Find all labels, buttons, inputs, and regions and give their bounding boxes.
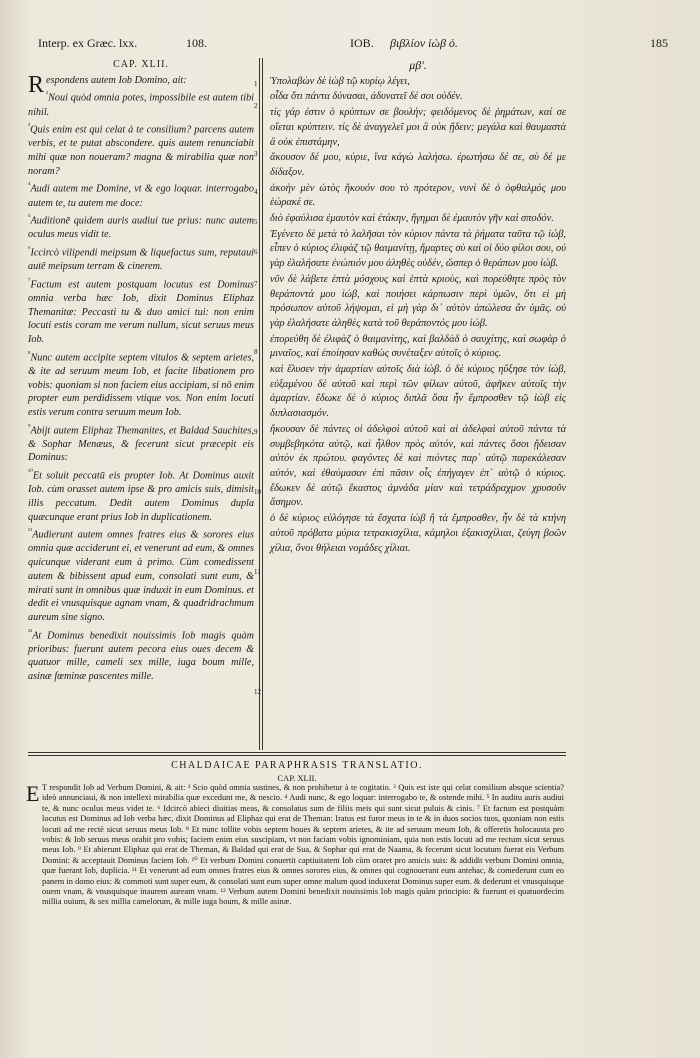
verse-text: At Dominus benedixit nouissimis Iob magis quàm prioribus: fuerunt autem pecora eius oues decem & quatuor mille, cameli sex mille, iuga boum mille, asinæ fœminæ pascentes mille.: [28, 630, 254, 683]
latin-verse: $^{^{12}}$At Dominus benedixit nouissimis Iob magis quàm prioribus: fuerunt autem pecora eius oues decem & quatuor mille, cameli sex mille, iuga boum mille, asinæ fœminæ pascentes mille.: [28, 627, 254, 683]
gutter-number: 8: [254, 348, 258, 356]
latin-verse: $^{^2}$Noui quòd omnia potes, impossibile est autem tibi nihil.: [28, 90, 254, 118]
greek-verse: ἄκουσον δέ μου, κύριε, ἵνα κἀγὼ λαλήσω. ἐρωτήσω δέ σε, σὺ δέ με δίδαξον.: [270, 152, 566, 178]
latin-verse: $^{^5}$Auditionē quidem auris audiui tue prius: nunc autem oculus meus vidit te.: [28, 213, 254, 241]
latin-verse: $^{^{10}}$Et soluit peccatū eis propter Iob. At Dominus auxit Iob. cùm orasset autem ipse & pro amicis suis, dimisit illis peccatum. Dedit autem Dominus dupla quæcunque erant prius Iob in duplicationem.: [28, 468, 254, 523]
chaldaic-chapter-heading: CAP. XLII.: [277, 773, 317, 783]
latin-verse: $^{^{11}}$Audierunt autem omnes fratres eius & sorores eius omnia quæ acciderunt ei, et venerunt ad eum, & omnes quicunque viderant eum à primo. Cùm comedissent autem & bibissent apud eum, consolati sunt eum, & mirati sunt in omnibus quæ induxit in eum Dominus. et dedit ei vnusquisque agnam vnam, & quadridrachmum aureum sine signo.: [28, 527, 254, 623]
verse-text: Et soluit peccatū eis propter Iob. At Dominus auxit Iob. cùm orasset autem ipse & pro amicis suis, dimisit illis peccatum. Dedit autem Dominus dupla quæcunque erant prius Iob in duplicationem.: [28, 470, 254, 523]
greek-verse: ἀκοὴν μὲν ὠτὸς ἤκουόν σου τὸ πρότερον, νυνὶ δὲ ὁ ὀφθαλμός μου ἑώρακέ σε.: [270, 182, 566, 209]
running-head-greek: βιβλίον ἰὼβ ὀ.: [390, 36, 458, 50]
running-head: [38, 36, 668, 54]
gutter-number: 1: [254, 80, 258, 88]
chaldaic-drop-initial: E: [26, 781, 40, 806]
gutter-number: 5: [254, 218, 258, 226]
latin-verse: $^{^4}$Audi autem me Domine, vt & ego loquar. interrogabo autem te, tu autem me doce:: [28, 181, 254, 209]
folio-number: 185: [650, 36, 668, 50]
running-head-number-right: IOB.: [350, 36, 374, 50]
greek-column: [270, 58, 566, 557]
section-rule: [28, 752, 566, 753]
verse-text: Auditionē quidem auris audiui tue prius: nunc autem oculus meus vidit te.: [28, 215, 254, 241]
latin-verse: $^{^8}$Nunc autem accipite septem vitulos & septem arietes, & ite ad seruum meum Iob, et facite libationem pro vobis: quoniam si non faciem eius accipiam, si nō enim propter eum perdidissem vtique vos. Non enim locuti estis verum contra seruum meum Iob.: [28, 349, 254, 418]
verse-text: Nunc autem accipite septem vitulos & septem arietes, & ite ad seruum meum Iob, et facite libationem pro vobis: quoniam si non faciem eius accipiam, si nō enim propter eum perdidissem vtique vos. Non enim locuti estis verum contra seruum meum Iob.: [28, 352, 254, 418]
verse-text: Iccircò vilipendi meipsum & liquefactus sum, reputaui autē meipsum terram & cinerem.: [28, 247, 254, 273]
drop-initial: R: [28, 71, 45, 98]
greek-verse: τίς γάρ ἐστιν ὁ κρύπτων σε βουλήν; φειδόμενος δὲ ῥημάτων, καί σε οἴεται κρύπτειν. τίς δὲ ἀναγγελεῖ μοι ἃ οὐκ ᾔδειν; μεγάλα καὶ θαυμαστὰ ἃ οὐκ ἐπιστάμην,: [270, 107, 566, 148]
latin-verse: $^{^6}$Iccircò vilipendi meipsum & liquefactus sum, reputaui autē meipsum terram & cinerem.: [28, 245, 254, 273]
verse-text: espondens autem Iob Domino, ait:: [46, 74, 187, 86]
greek-verse: Ἐγένετο δὲ μετὰ τὸ λαλῆσαι τὸν κύριον πάντα τὰ ῥήματα ταῦτα τῷ ἰώβ, εἶπεν ὁ κύριος ἐλιφὰζ τῷ θαιμανίτῃ, ἥμαρτες σὺ καὶ οἱ δύο φίλοι σου, οὐ γὰρ ἐλαλήσατε ἐνώπιόν μου ἀληθὲς οὐδέν, ὥσπερ ὁ θεράπων μου ἰώβ.: [270, 228, 566, 270]
verse-text: Noui quòd omnia potes, impossibile est autem tibi nihil.: [28, 92, 254, 118]
greek-verse: ἐπορεύθη δὲ ἐλιφὰζ ὁ θαιμανίτης, καὶ βαλδὰδ ὁ σαυχίτης, καὶ σωφὰρ ὁ μιναῖος, καὶ ἐποίησαν καθὼς συνέταξεν αὐτοῖς ὁ κύριος.: [270, 333, 566, 360]
latin-chapter-heading: CAP. XLII.: [113, 59, 169, 70]
running-head-left: Interp. ex Græc. lxx.: [38, 36, 138, 50]
column-divider: [262, 58, 263, 750]
column-divider: [259, 58, 260, 750]
verse-text: Abijt autem Eliphaz Themanites, et Baldad Sauchites, & Sophar Menæus, & fecerunt sicut præcepit eis Dominus:: [28, 425, 254, 464]
gutter-number: 12: [254, 688, 261, 696]
verse-text: Factum est autem postquam locutus est Dominus omnia verba hæc Iob, dixit Dominus Eliphaz Themanitæ: Peccasti tu & duo amici tui: non enim locuti estis coram me verum nullum, sicut seruus meus Iob.: [28, 279, 254, 345]
gutter-number: 10: [254, 488, 261, 496]
gutter-number: 11: [254, 568, 261, 576]
greek-verse: νῦν δὲ λάβετε ἑπτὰ μόσχους καὶ ἑπτὰ κριοὺς, καὶ πορεύθητε πρὸς τὸν θεράποντά μου ἰώβ, καὶ ποιήσει κάρπωσιν περὶ ὑμῶν, ὅτι εἰ μὴ πρόσωπον αὐτοῦ λήψομαι, εἰ μὴ γὰρ δι᾽ αὐτὸν ἀπώλεσα ἂν ὑμᾶς. οὐ γὰρ ἐλαλήσατε ἀληθὲς κατὰ τοῦ θεράποντός μου ἰώβ.: [270, 273, 566, 329]
verse-text: Quis enim est qui celat à te consilium? parcens autem verbis, et te putat abscondere. quis autem renunciabit mihi quæ non noueram? magna & mirabilia quæ non noram?: [28, 124, 254, 177]
gutter-number: 3: [254, 150, 258, 158]
gutter-number: 9: [254, 428, 258, 436]
greek-verse: καὶ ἔλυσεν τὴν ἁμαρτίαν αὐτοῖς διὰ ἰώβ. ὁ δὲ κύριος ηὔξησε τὸν ἰώβ, εὐξαμένου δὲ αὐτοῦ καὶ περὶ τῶν φίλων αὐτοῦ, ἀφῆκεν αὐτοῖς τὴν ἁμαρτίαν. ἔδωκε δὲ ὁ κύριος διπλᾶ ὅσα ἦν ἔμπροσθεν τῷ ἰὼβ εἰς διπλασιασμόν.: [270, 364, 566, 420]
greek-verse: ὁ δὲ κύριος εὐλόγησε τὰ ἔσχατα ἰὼβ ἢ τὰ ἔμπροσθεν, ἦν δὲ τὰ κτήνη αὐτοῦ πρόβατα μύρια τετρακισχίλια, κάμηλοι ἑξακισχίλιαι, ζεύγη βοῶν χίλια, ὄνοι θήλειαι νομάδες χίλιαι.: [270, 513, 566, 554]
greek-chapter-heading: μβ'.: [409, 58, 427, 72]
latin-verse: $^{^9}$Abijt autem Eliphaz Themanites, et Baldad Sauchites, & Sophar Menæus, & fecerunt sicut præcepit eis Dominus:: [28, 422, 254, 464]
gutter-number: 6: [254, 248, 258, 256]
verse-text: Audi autem me Domine, vt & ego loquar. interrogabo autem te, tu autem me doce:: [28, 183, 254, 209]
section-rule: [28, 755, 566, 756]
greek-verse: διὸ ἐφαύλισα ἐμαυτὸν καὶ ἐτάκην, ἥγημαι δὲ ἐμαυτὸν γῆν καὶ σποδόν.: [270, 213, 554, 225]
latin-verse: [28, 71, 254, 98]
gutter-number: 2: [254, 102, 258, 110]
verse-text: Audierunt autem omnes fratres eius & sorores eius omnia quæ acciderunt ei, et venerunt ad eum, & omnes quicunque viderant eum à primo. Cùm comedissent autem & bibissent apud eum, consolati sunt eum, & mirati sunt in omnibus quæ induxit in eum Dominus. et dedit ei vnusquisque agnam vnam, & quadridrachmum aureum sine signo.: [28, 529, 254, 623]
greek-verse: Ὑπολαβὼν δὲ ἰὼβ τῷ κυρίῳ λέγει,: [270, 75, 410, 87]
latin-verse: $^{^3}$Quis enim est qui celat à te consilium? parcens autem verbis, et te putat abscondere. quis autem renunciabit mihi quæ non noueram? magna & mirabilia quæ non noram?: [28, 122, 254, 177]
latin-column: [28, 58, 254, 685]
running-head-number-left: 108.: [186, 36, 207, 50]
gutter-number: 4: [254, 188, 258, 196]
latin-verse: $^{^7}$Factum est autem postquam locutus est Dominus omnia verba hæc Iob, dixit Dominus Eliphaz Themanitæ: Peccasti tu & duo amici tui: non enim locuti estis coram me verum nullum, sicut seruus meus Iob.: [28, 276, 254, 345]
chaldaic-text: T respondit Iob ad Verbum Domini, & ait: ² Scio quòd omnia sustines, & non prohibetur à te cogitatio. ³ Quis est iste qui celat consilium absque scientia? ideò annunciaui, & non intellexi mirabilia quæ excedunt me, & nescio. ⁴ Audi nunc, & ego loquar: interrogabo te, & ostende mihi. ⁵ In auditu auris audiui te, & nunc oculus meus videt te. ⁶ Idcircò abieci diuitias meas, & consolatus sum de filiis meis qui sunt sicut puluis & cinis. ⁷ Et factum est postquàm locutus est Dominus ad Iob verba hæc, dixit Dominus ad Eliphaz qui erat de Theman: Iratus est furor meus in te & in duos socios tuos, quoniam non estis locuti ad me rectè sicut seruus meus Iob. ⁸ Et nunc tollite vobis septem boues & septem arietes, & ite ad seruum meum Iob, & offeretis holocausta pro vobis: & Iob seruus meus orabit pro vobis; faciem enim eius suscipiam, vt non faciam vobis ignominiam, quia non estis locuti ad me rectum sicut seruus meus Iob. ⁹ Et abierunt Eliphaz qui erat de Theman, & Baldad qui erat de Sua, & Sophar qui erat de Naama, & fecerunt sicut locutum fuerat eis Verbum Domini: & acceptauit Dominus faciem Iob. ¹⁰ Et verbum Domini conuertit captiuitatem Iob cùm oraret pro amicis suis: & addidit verbum Domini omnia, quæ fuerant Iob, duplicia. ¹¹ Et venerunt ad eum omnes fratres eius & omnes sorores eius, & omnes qui cognouerant eum antehac, & comederunt cum eo panem in domo eius: & commoti sunt super eum, & consolati sunt eum super omne malum quod induxerat Dominus super eum. & dederunt ei vnusquisque ouem vnam, & vnusquisque inaurem auream vnam. ¹² Verbum autem Domini benedixit nouissimis Iob magis quàm principio: & fuerunt ei quatuordecim millia ouium, & sex millia camelorum, & mille iuga boum, & mille asinæ.: [42, 783, 564, 907]
greek-verse: ἤκουσαν δὲ πάντες οἱ ἀδελφοὶ αὐτοῦ καὶ αἱ ἀδελφαὶ αὐτοῦ πάντα τὰ συμβεβηκότα αὐτῷ, καὶ ἦλθον πρὸς αὐτόν, καὶ πάντες ὅσοι ᾔδεισαν αὐτὸν ἐκ πρώτου. φαγόντες δὲ καὶ πιόντες παρ᾽ αὐτῷ παρεκάλεσαν αὐτόν, καὶ ἐθαύμασαν ἐπὶ πᾶσιν οἷς ἐπήγαγεν ἐπ᾽ αὐτῷ ὁ κύριος. ἔδωκεν δὲ αὐτῷ ἕκαστος ἀμνάδα μίαν καὶ τετράδραχμον χρυσοῦν ἄσημον.: [270, 423, 566, 509]
greek-verse: οἶδα ὅτι πάντα δύνασαι, ἀδυνατεῖ δέ σοι οὐδέν.: [270, 91, 463, 103]
chaldaic-section-title: CHALDAICAE PARAPHRASIS TRANSLATIO.: [171, 760, 423, 771]
gutter-number: 7: [254, 280, 258, 288]
